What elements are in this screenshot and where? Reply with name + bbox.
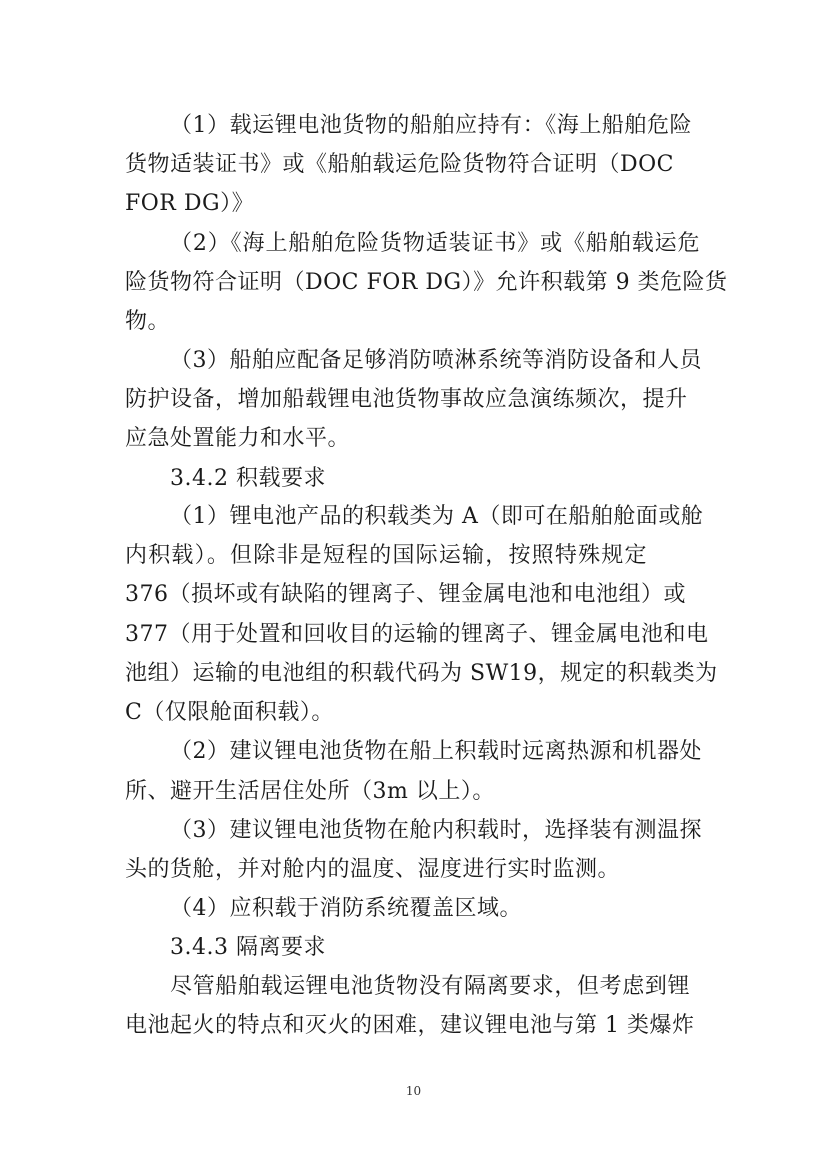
- text-line: 池组）运输的电池组的积载代码为 SW19，规定的积载类为: [125, 661, 718, 686]
- text-line: （4）应积载于消防系统覆盖区域。: [170, 896, 522, 921]
- text-line: 所、避开生活居住处所（3m 以上）。: [125, 779, 495, 804]
- text-line: 377（用于处置和回收目的运输的锂离子、锂金属电池和电: [125, 622, 709, 647]
- text-line: C（仅限舱面积载）。: [125, 700, 334, 725]
- text-line: （3）船舶应配备足够消防喷淋系统等消防设备和人员: [170, 348, 702, 373]
- text-line: （1）锂电池产品的积载类为 A（即可在船舶舱面或舱: [170, 504, 704, 529]
- text-line: 货物适装证书》或《船舶载运危险货物符合证明（DOC: [125, 152, 675, 177]
- text-line: FOR DG）》: [125, 191, 255, 216]
- text-line: 头的货舱，并对舱内的温度、湿度进行实时监测。: [125, 857, 621, 882]
- section-heading: 3.4.2 积载要求: [170, 466, 326, 491]
- text-line: 险货物符合证明（DOC FOR DG）》允许积载第 9 类危险货: [125, 270, 728, 295]
- text-line: 应急处置能力和水平。: [125, 426, 351, 451]
- text-line: （1）载运锂电池货物的船舶应持有：《海上船舶危险: [170, 113, 692, 138]
- text-line: 内积载）。但除非是短程的国际运输，按照特殊规定: [125, 543, 647, 568]
- page-number: 10: [405, 1084, 422, 1098]
- text-line: 防护设备，增加船载锂电池货物事故应急演练频次，提升: [125, 387, 688, 412]
- text-line: 电池起火的特点和灭火的困难，建议锂电池与第 1 类爆炸: [125, 1013, 695, 1038]
- text-line: （3）建议锂电池货物在舱内积载时，选择装有测温探: [170, 818, 702, 843]
- text-line: （2）建议锂电池货物在船上积载时远离热源和机器处: [170, 739, 702, 764]
- section-heading: 3.4.3 隔离要求: [170, 935, 326, 960]
- text-line: 物。: [125, 309, 171, 334]
- text-line: 尽管船舶载运锂电池货物没有隔离要求，但考虑到锂: [170, 974, 690, 999]
- text-line: 376（损坏或有缺陷的锂离子、锂金属电池和电池组）或: [125, 582, 686, 607]
- text-line: （2）《海上船舶危险货物适装证书》或《船舶载运危: [170, 231, 700, 256]
